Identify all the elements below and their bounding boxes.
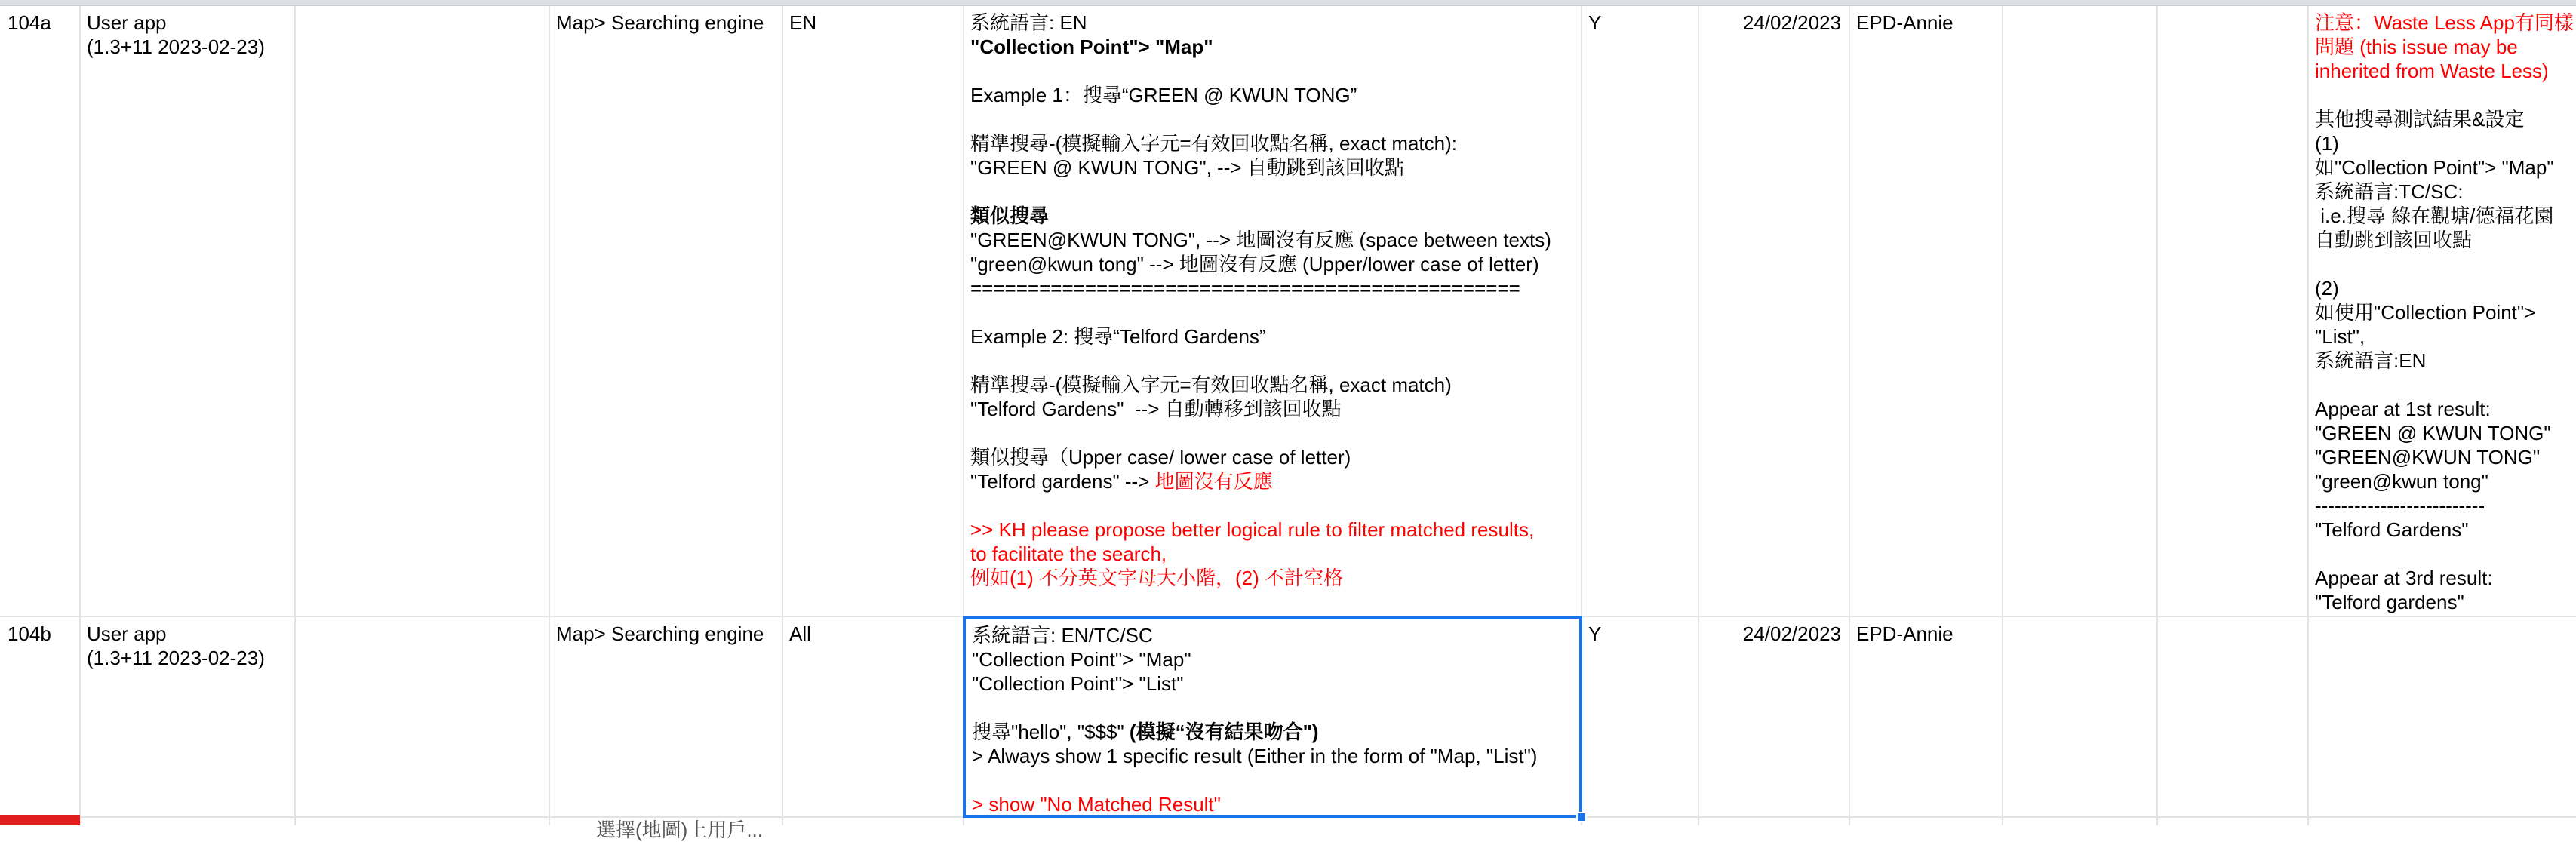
remark-line-text: "Telford Gardens" [2315,518,2469,541]
step-line [970,155,1573,180]
remark-line [2315,180,2568,204]
remark-line [2315,373,2568,397]
remark-line-text: Appear at 1st result: [2315,398,2491,420]
empty-cell[interactable] [294,6,549,616]
remark-line [2315,252,2568,276]
remark-line [2315,59,2568,83]
platform-text: User app (1.3+11 2023-02-23) [87,11,265,58]
remark-line [2315,155,2568,180]
step-line-text: "Telford gardens" --> [970,470,1155,493]
step-line-text: 類似搜尋（Upper case/ lower case of letter) [970,446,1351,469]
row-id: 104b [8,622,51,645]
flag-text: Y [1588,11,1602,34]
test-steps-cell[interactable] [963,6,1581,616]
remark-line [2315,493,2568,518]
step-line [970,397,1573,421]
step-line-text: 精準搜尋-(模擬輸入字元=有效回收點名稱, exact match): [970,132,1457,155]
date-text: 24/02/2023 [1742,11,1841,34]
remark-line-text: 問題 (this issue may be [2315,35,2518,58]
remark-line [2315,83,2568,107]
remark-line [2315,542,2568,566]
remark-line [2315,469,2568,493]
step-line-text: 系統語言: EN/TC/SC [972,624,1153,647]
test-steps-cell-selected[interactable] [963,616,1582,818]
reporter-text: EPD-Annie [1856,622,1954,645]
date-cell[interactable] [1698,6,1849,616]
step-line-emphasis: (模擬“沒有結果吻合") [1129,721,1319,743]
empty-cell[interactable] [2002,617,2156,816]
step-line-text: "GREEN@KWUN TONG", --> 地圖沒有反應 (space between texts) [970,229,1551,251]
step-line [970,493,1573,518]
module-cell[interactable] [549,617,782,816]
remarks-cell[interactable] [2307,6,2576,616]
empty-cell[interactable] [2002,6,2156,616]
remark-line [2315,131,2568,155]
remark-line-text: "GREEN @ KWUN TONG" [2315,422,2551,444]
step-line [970,349,1573,373]
next-row-partial-text: 選擇(地圖)上用戶... [596,819,763,841]
step-line [972,720,1573,744]
row-id: 104a [8,11,51,34]
empty-cell[interactable] [294,617,549,816]
reporter-cell[interactable] [1849,617,2002,816]
step-line [970,300,1573,324]
remark-line-text: 系統語言:EN [2315,349,2427,372]
remark-line-text: 其他搜尋測試結果&設定 [2315,108,2525,131]
step-line-text: ================================================ [970,277,1520,300]
step-line-text: 搜尋"hello", "$$$" [972,721,1130,743]
remark-line [2315,228,2568,252]
step-line-text: "Collection Point"> "List" [972,672,1184,695]
reporter-cell[interactable] [1849,6,2002,616]
step-line [970,59,1573,83]
remark-line [2315,566,2568,590]
remark-line-text: inherited from Waste Less) [2315,60,2549,82]
step-line [972,744,1573,768]
step-line [970,421,1573,445]
remark-line [2315,35,2568,59]
step-line [970,373,1573,397]
date-text: 24/02/2023 [1742,622,1841,645]
step-line [972,671,1573,696]
row-id-cell[interactable] [0,6,79,616]
step-line-text: > show "No Matched Result" [972,793,1221,816]
remark-line [2315,349,2568,373]
remark-line-text: 系統語言:TC/SC: [2315,180,2464,203]
remarks-cell[interactable] [2307,617,2576,816]
step-line [970,228,1573,252]
platform-cell[interactable] [79,6,294,616]
step-line [970,107,1573,131]
step-line [970,445,1573,469]
remark-line-text: (2) [2315,277,2339,300]
step-line-text: Example 1：搜尋“GREEN @ KWUN TONG” [970,84,1357,106]
step-line-text: > Always show 1 specific result (Either in the form of "Map, "List") [972,745,1538,767]
step-line-text: 例如(1) 不分英文字母大小階，(2) 不計空格 [970,567,1344,589]
language-text: All [789,622,811,645]
row-id-cell[interactable] [0,617,79,816]
remark-line-text: "Telford gardens" [2315,591,2464,613]
step-line [972,647,1573,671]
remark-line [2315,11,2574,35]
row-highlight-marker [0,815,80,825]
remark-line-text: "List", [2315,325,2365,348]
step-line-text: Example 2: 搜尋“Telford Gardens” [970,325,1266,348]
remark-line-text: "green@kwun tong" [2315,470,2488,493]
remark-line-text: 如使用"Collection Point"> [2315,301,2536,324]
module-text: Map> Searching engine [556,622,764,645]
step-line-text: "Collection Point"> "Map" [972,648,1191,671]
remark-line-text: 如"Collection Point"> "Map" [2315,156,2554,179]
step-line-text: 類似搜尋 [970,204,1050,227]
column-header-strip [0,0,2576,6]
step-line-text: 精準搜尋-(模擬輸入字元=有效回收點名稱, exact match) [970,373,1452,396]
remark-line-text: "GREEN@KWUN TONG" [2315,446,2541,469]
step-line-text: "green@kwun tong" --> 地圖沒有反應 (Upper/lower case of letter) [970,253,1539,275]
remark-line [2315,276,2568,300]
reporter-text: EPD-Annie [1856,11,1954,34]
step-line [970,276,1573,300]
remark-line [2315,397,2568,421]
step-line [972,696,1573,720]
step-line [970,324,1573,349]
language-cell[interactable] [782,617,963,816]
step-line [970,469,1573,493]
remark-line-text: i.e.搜尋 綠在觀塘/德福花園 [2315,204,2554,227]
step-line [972,623,1573,647]
remark-line-text: 注意：Waste Less App有同樣 [2315,11,2574,34]
step-line-text: "GREEN @ KWUN TONG", --> 自動跳到該回收點 [970,156,1404,179]
remark-line [2315,421,2568,445]
flag-text: Y [1588,622,1602,645]
step-line [970,11,1573,35]
remark-line-text: 自動跳到該回收點 [2315,229,2473,251]
remark-line-text: (1) [2315,132,2339,155]
remark-line [2315,300,2568,324]
step-line [970,204,1573,228]
platform-text: User app (1.3+11 2023-02-23) [87,622,265,669]
remark-line-text: Appear at 3rd result: [2315,567,2493,589]
flag-cell[interactable] [1581,617,1698,816]
step-line-text: "Collection Point"> "Map" [970,35,1213,58]
remark-line-text: -------------------------- [2315,494,2485,517]
step-line-text: to facilitate the search, [970,542,1167,565]
step-line [970,83,1573,107]
empty-cell[interactable] [2156,6,2307,616]
step-line-text: "Telford Gardens" --> 自動轉移到該回收點 [970,398,1342,420]
step-line [970,180,1573,204]
remark-line [2315,107,2568,131]
step-line [972,768,1573,792]
step-line [970,566,1573,590]
step-line [970,252,1573,276]
step-line [970,542,1573,566]
step-line [970,35,1573,59]
remark-line [2315,590,2568,614]
module-text: Map> Searching engine [556,11,764,34]
remark-line [2315,204,2568,228]
module-cell[interactable] [549,6,782,616]
language-text: EN [789,11,817,34]
date-cell[interactable] [1698,617,1849,816]
step-line-text: 系統語言: EN [970,11,1087,34]
step-line [970,518,1573,542]
platform-cell[interactable] [79,617,294,816]
step-line-text: >> KH please propose better logical rule to filter matched results, [970,518,1535,541]
step-line [972,792,1573,816]
step-line [970,131,1573,155]
remark-line [2315,518,2568,542]
language-cell[interactable] [782,6,963,616]
remark-line [2315,445,2568,469]
remark-line [2315,324,2568,349]
step-line-highlight: 地圖沒有反應 [1154,470,1273,493]
flag-cell[interactable] [1581,6,1698,616]
empty-cell[interactable] [2156,617,2307,816]
